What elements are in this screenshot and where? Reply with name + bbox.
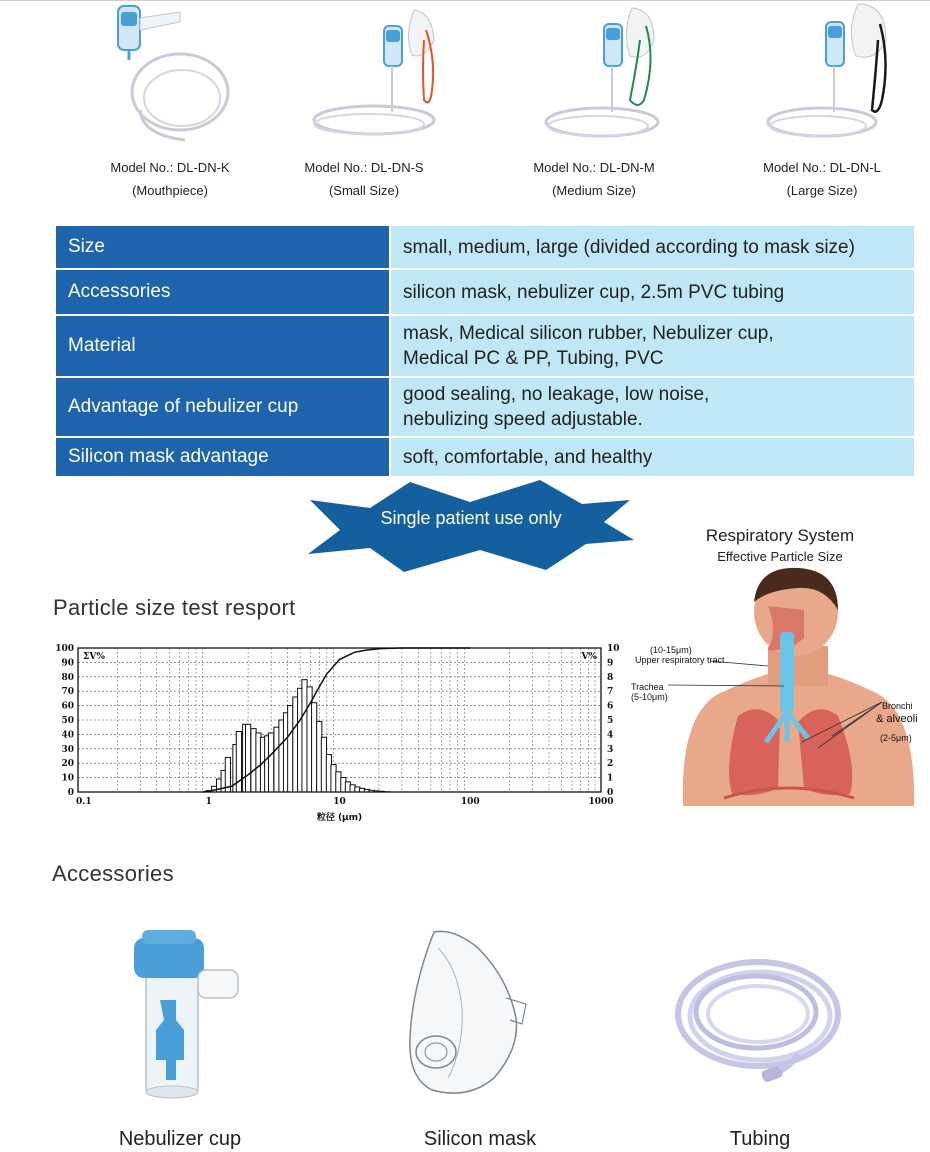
banner-text: Single patient use only xyxy=(380,508,562,528)
respiratory-illustration xyxy=(628,566,928,814)
y-tick-left: 10 xyxy=(61,773,74,784)
product-card-small xyxy=(264,0,464,205)
particle-section-title: Particle size test resport xyxy=(53,595,296,620)
spec-value-line: good sealing, no leakage, low noise, xyxy=(403,384,710,405)
histogram-bar xyxy=(288,706,293,792)
particle-size-chart xyxy=(48,638,628,828)
spec-row xyxy=(55,377,915,437)
y-tick-right: 0 xyxy=(607,788,614,798)
product-model: Model No.: DL-DN-K xyxy=(110,160,230,175)
respiratory-title: Respiratory System xyxy=(705,526,855,545)
y-tick-left: 40 xyxy=(61,730,74,741)
x-axis-label: 粒径 (μm) xyxy=(316,813,363,823)
y-tick-left: 100 xyxy=(55,644,74,654)
y-tick-left: 50 xyxy=(61,716,74,726)
histogram-bar xyxy=(336,772,341,792)
y-tick-right: 1 xyxy=(607,773,614,784)
spec-row xyxy=(55,437,915,477)
upper-range-label: (10-15μm) xyxy=(650,645,692,655)
y-tick-left: 70 xyxy=(61,687,74,698)
bronchi-range-label: (2-5μm) xyxy=(880,733,912,743)
accessories-title: Accessories xyxy=(52,861,174,886)
spec-row xyxy=(55,269,915,315)
spec-value xyxy=(390,377,915,437)
y-tick-right: 2 xyxy=(607,759,614,770)
spec-table xyxy=(54,224,916,478)
accessory-label: Nebulizer cup xyxy=(118,1128,242,1150)
x-tick: 1 xyxy=(205,797,212,807)
y-tick-right: 10 xyxy=(607,644,620,654)
trachea-label: Trachea xyxy=(631,682,664,692)
accessory-label: Silicon mask xyxy=(423,1128,537,1150)
respiratory-subtitle: Effective Particle Size xyxy=(717,549,843,564)
spec-value-line: nebulizing speed adjustable. xyxy=(403,409,643,430)
product-card-large xyxy=(722,0,922,205)
y-tick-left: 90 xyxy=(61,658,74,669)
silicon-mask-image xyxy=(398,928,538,1108)
tubing-image xyxy=(668,944,848,1094)
spec-key: Advantage of nebulizer cup xyxy=(55,377,390,437)
accessory-label: Tubing xyxy=(729,1128,791,1150)
bronchi-label: Bronchi xyxy=(882,701,913,711)
x-tick: 0.1 xyxy=(76,797,92,807)
product-card-medium xyxy=(494,0,694,205)
spec-value-line: soft, comfortable, and healthy xyxy=(403,446,653,468)
product-model: Model No.: DL-DN-M xyxy=(533,160,655,175)
spec-key: Size xyxy=(55,225,390,269)
product-image-small-mask xyxy=(264,0,464,160)
histogram-bar xyxy=(251,729,256,792)
spec-value-line: mask, Medical silicon rubber, Nebulizer cup, xyxy=(403,323,774,344)
y-tick-left: 20 xyxy=(61,759,74,770)
histogram-bar xyxy=(321,737,326,792)
product-image-mouthpiece xyxy=(70,0,270,160)
nebulizer-cup-image xyxy=(120,930,260,1110)
product-model: Model No.: DL-DN-L xyxy=(763,160,881,175)
spec-value xyxy=(390,225,915,269)
y-tick-right: 3 xyxy=(607,744,614,755)
spec-value xyxy=(390,269,915,315)
spec-value-line: Medical PC & PP, Tubing, PVC xyxy=(403,348,664,369)
y-tick-right: 8 xyxy=(607,672,614,683)
spec-key: Silicon mask advantage xyxy=(55,437,390,477)
y-tick-left: 60 xyxy=(61,701,74,712)
spec-value xyxy=(390,437,915,477)
y-tick-right: 9 xyxy=(607,658,614,669)
alveoli-label: & alveoli xyxy=(876,713,918,725)
y-tick-right: 6 xyxy=(607,701,614,712)
x-tick: 100 xyxy=(460,797,480,807)
spec-row xyxy=(55,315,915,377)
y-axis-label-left: ΣV% xyxy=(83,652,105,662)
y-tick-left: 80 xyxy=(61,672,74,683)
spec-row xyxy=(55,225,915,269)
x-tick: 10 xyxy=(333,797,346,807)
histogram-bar xyxy=(246,724,251,792)
y-tick-right: 4 xyxy=(607,730,614,741)
x-tick: 1000 xyxy=(588,797,614,807)
histogram-bar xyxy=(274,727,279,792)
product-image-medium-mask xyxy=(494,0,694,160)
histogram-bar xyxy=(312,703,317,792)
spec-value-line: silicon mask, nebulizer cup, 2.5m PVC tubing xyxy=(403,281,785,303)
spec-key: Accessories xyxy=(55,269,390,315)
spec-key: Material xyxy=(55,315,390,377)
y-tick-right: 7 xyxy=(607,687,614,698)
spec-value-line: small, medium, large (divided according to mask size) xyxy=(403,236,855,258)
y-tick-right: 5 xyxy=(607,716,614,726)
product-model: Model No.: DL-DN-S xyxy=(304,160,424,175)
product-variant: (Medium Size) xyxy=(552,183,636,198)
product-card-mouthpiece xyxy=(70,0,270,205)
y-axis-label-right: V% xyxy=(581,652,597,662)
product-image-large-mask xyxy=(722,0,922,160)
y-tick-left: 0 xyxy=(67,788,74,798)
histogram-bar xyxy=(302,680,307,792)
spec-value xyxy=(390,315,915,377)
product-variant: (Small Size) xyxy=(328,183,400,198)
histogram-bar xyxy=(269,733,274,792)
y-tick-left: 30 xyxy=(61,744,74,755)
product-variant: (Large Size) xyxy=(786,183,858,198)
upper-tract-label: Upper respiratory tract xyxy=(635,655,725,665)
product-variant: (Mouthpiece) xyxy=(132,183,208,198)
trachea-range-label: (5-10μm) xyxy=(631,692,668,702)
